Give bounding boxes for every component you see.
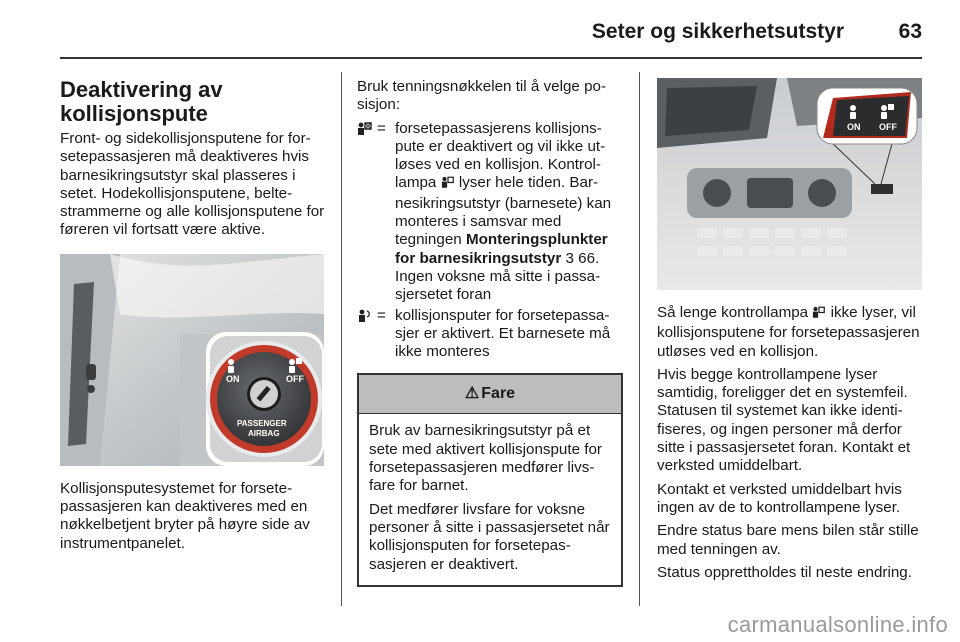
passenger-label: PASSENGER (237, 418, 287, 428)
dashboard-photo (657, 78, 922, 290)
danger-paragraph-2: Det medfører livsfare for voksne personer å sitte i passasjersetet når kollisjonsputen for forsetepassasjeren er deaktivert. (369, 500, 610, 573)
select-position-text: Bruk tenningsnøkkelen til å velge posisjon: (357, 78, 607, 114)
header-title: Seter og sikkerhetsutstyr (591, 20, 844, 43)
page-number: 63 (898, 20, 922, 43)
definition-text-c: Ingen voksne må sitte i passasjersetet foran (395, 267, 601, 304)
warning-triangle-icon: ⚠ (464, 385, 480, 403)
position-definitions (357, 120, 623, 362)
status-paragraph-5: Status opprettholdes til neste endring. (657, 563, 912, 581)
equals-sign: = (377, 119, 386, 137)
danger-body (359, 414, 621, 584)
airbag-off-icon (812, 306, 826, 324)
status-paragraph-3: Kontakt et verksted umiddelbart hvis ingen av de to kontrollampene lyser. (657, 480, 902, 516)
danger-header (359, 375, 621, 414)
header-rule (60, 57, 922, 59)
definition-text: kollisjonsputer for forsetepassasjer er aktivert. Et barnesete må ikke monteres (395, 306, 611, 361)
column-divider-2 (639, 72, 640, 606)
equals-sign: = (377, 306, 386, 324)
column-2 (357, 78, 623, 587)
status-paragraph-4: Endre status bare mens bilen står stille med tenningen av. (657, 522, 919, 558)
column-1 (60, 78, 325, 558)
photo-caption: Kollisjonsputesystemet for forsetepassasjeren kan deaktiveres med en nøkkelbetjent bryter på høyre side av instrumentpanelet. (60, 479, 310, 552)
definition-airbag-off (357, 120, 623, 305)
status-paragraph-1 (657, 304, 922, 361)
key-switch-photo (60, 254, 324, 466)
airbag-off-icon (357, 120, 377, 305)
danger-paragraph-1: Bruk av barnesikringsutstyr på et sete med aktivert kollisjonspute for forsetepassasjeren medfører livsfare for barnet. (369, 422, 602, 495)
definition-text-b: lyser hele tiden. Barnesikringsutstyr (barnesete) kan monteres i samsvar med tegningen (395, 174, 612, 249)
intro-paragraph: Front- og sidekollisjonsputene for forsetepassasjeren må deaktiveres hvis barnesikringsutstyr skal plasseres i setet. Hodekollisjonsputene, beltestrammerne og alle kollisjonsputene for føreren vil fortsatt være aktive. (60, 130, 325, 239)
off-label: OFF (879, 122, 897, 132)
airbag-on-icon (357, 307, 377, 362)
column-divider-1 (341, 72, 342, 606)
definition-airbag-on (357, 307, 623, 362)
danger-title: Fare (481, 385, 516, 403)
on-label: ON (226, 373, 240, 384)
definition-text-a: forsetepassasjerens kollisjonspute er deaktivert og vil ikke utløses ved en kollisjon. Kontrollampa (395, 119, 606, 192)
on-label: ON (847, 122, 861, 132)
page-header (60, 14, 922, 54)
status-paragraph-1a: Så lenge kontrollampa (657, 304, 813, 321)
status-paragraph-1b: ikke lyser, vil kollisjonsputene for forsetepassasjeren utløses ved en kollisjon. (657, 304, 920, 360)
airbag-off-icon (441, 176, 455, 194)
page-reference[interactable]: 3 66. (561, 249, 600, 267)
status-paragraph-2: Hvis begge kontrollampene lyser samtidig, foreligger det en systemfeil. Statusen til systemet kan ikke identifiseres, og ingen personer må derfor sitte i passasjersetet foran. Kontakt et verksted umiddelbart. (657, 365, 911, 475)
definition-text (395, 120, 623, 305)
watermark: carmanualsonline.info (727, 612, 948, 637)
column-3 (657, 78, 922, 587)
off-label: OFF (286, 373, 304, 384)
danger-box (357, 373, 623, 586)
mounting-points-link[interactable]: Monteringsplunkter for barnesikringsutstyr (395, 231, 608, 267)
airbag-label: AIRBAG (248, 428, 280, 438)
section-heading: Deaktivering av kollisjonspute (60, 77, 223, 126)
